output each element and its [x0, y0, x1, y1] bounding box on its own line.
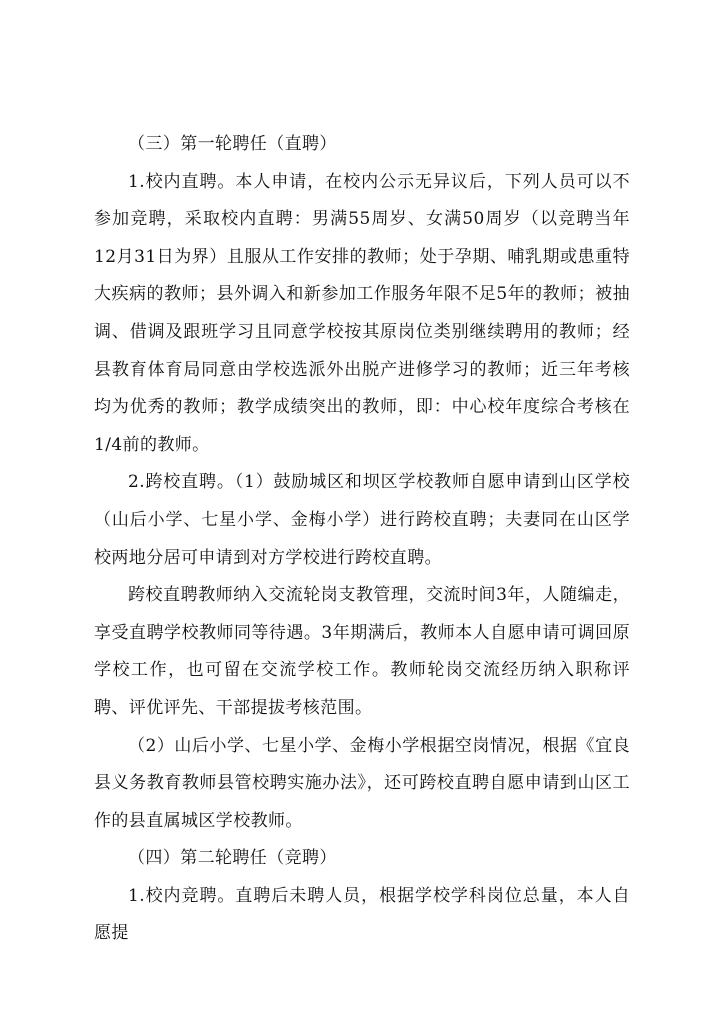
paragraph-internal-competition: 1.校内竞聘。直聘后未聘人员，根据学校学科岗位总量，本人自愿提	[94, 885, 630, 944]
paragraph-rotation-management: 跨校直聘教师纳入交流轮岗支教管理，交流时间3年，人随编走，享受直聘学校教师同等待遇。3年期满后，教师本人自愿申请可调回原学校工作，也可留在交流学校工作。教师轮岗交流经历纳入职称评聘、评优评先、干部提拔考核范围。	[94, 585, 630, 718]
section-heading-round-two: （四）第二轮聘任（竞聘）	[128, 848, 337, 869]
paragraph-cross-school-direct-hire: 2.跨校直聘。（1）鼓励城区和坝区学校教师自愿申请到山区学校（山后小学、七星小学、金梅小学）进行跨校直聘；夫妻同在山区学校两地分居可申请到对方学校进行跨校直聘。	[94, 472, 630, 568]
paragraph-internal-direct-hire: 1.校内直聘。本人申请，在校内公示无异议后，下列人员可以不参加竞聘，采取校内直聘：男满55周岁、女满50周岁（以竞聘当年12月31日为界）且服从工作安排的教师；处于孕期、哺乳期或患重特大疾病的教师；县外调入和新参加工作服务年限不足5年的教师；被抽调、借调及跟班学习且同意学校按其原岗位类别继续聘用的教师；经县教育体育局同意由学校选派外出脱产进修学习的教师；近三年考核均为优秀的教师；教学成绩突出的教师，即：中心校年度综合考核在1/4前的教师。	[94, 171, 630, 455]
paragraph-mountain-schools: （2）山后小学、七星小学、金梅小学根据空岗情况，根据《宜良县义务教育教师县管校聘实施办法》，还可跨校直聘自愿申请到山区工作的县直属城区学校教师。	[94, 735, 630, 831]
section-heading-round-one: （三）第一轮聘任（直聘）	[128, 134, 337, 154]
document-body	[94, 126, 630, 953]
